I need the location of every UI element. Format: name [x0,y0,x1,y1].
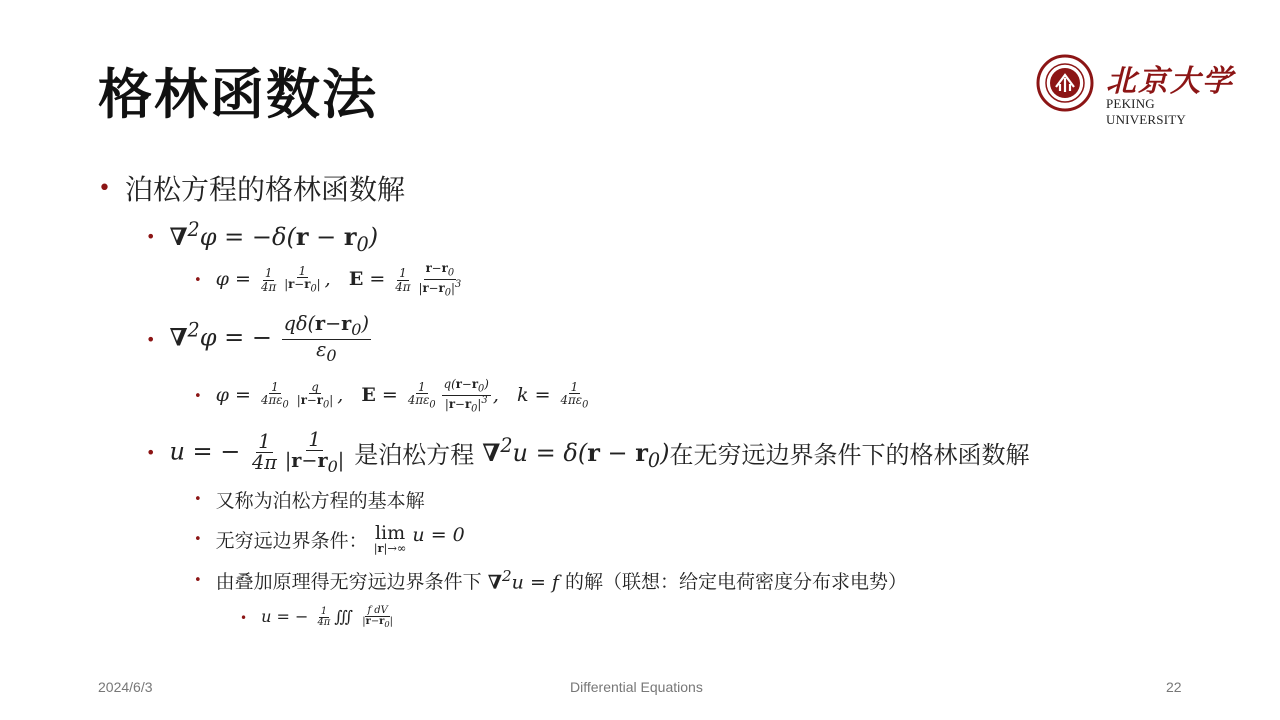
limit-math: lim |r|→∞ u = 0 [373,522,465,555]
sub-superpos-mid: 的解 [564,571,603,593]
eq-delta-solution [194,262,465,298]
sub-basic-text: 又称为泊松方程的基本解 [215,490,425,512]
sub-superpos-prefix: 由叠加原理得无穷远边界条件下 [215,571,482,593]
sub-basic-solution [194,486,425,513]
bullet-icon: • [194,573,202,588]
eq-u-mid-text: 是泊松方程 [354,441,475,470]
pku-logo [1036,54,1236,127]
bullet-icon: • [146,227,156,247]
sub-superposition [194,567,907,594]
bullet-icon: • [194,272,202,288]
footer-page-number: 22 [1166,679,1182,695]
heading-text: 泊松方程的格林函数解 [124,173,405,206]
bullet-icon: • [194,492,202,507]
bullet-icon: • [146,443,156,463]
pku-seal-icon [1036,54,1094,112]
sub-boundary-condition [194,524,465,554]
eq-charge-solution-math: φ = $\frac{1}{4\pi\varepsilon_0}$ $\frac{q}{|r-r_0|}$ , E = $\frac{1}{4\pi\varepsilon_0}$ $\frac{q(r-r_0)}{|r-r_0|^3}$ , k = $\frac{1}{4\pi\varepsilon_0}$ [215,377,589,414]
eq-u-math: u = − $\frac{1}{4\pi}$ $\frac{1}{|r-r_0|}$ [169,428,345,476]
pku-chinese-name: 北京大学 [1106,64,1234,99]
eq-delta-math: $\nabla^2\varphi = -\delta(r - r_0)$ [169,218,379,256]
bullet-icon: • [98,175,111,201]
eq-charge-math: ∇$^2$φ = − $\frac{q\delta(r-r_0)}{\varepsilon_0}$ [169,312,369,365]
eq-delta [146,218,378,256]
integral-solution [240,606,397,629]
footer-title: Differential Equations [570,679,703,695]
eq-poisson-math: $\nabla^2u = \delta(r - r_0)$ [482,433,670,472]
footer-date: 2024/6/3 [98,679,153,695]
sub-superpos-note: （联想：给定电荷密度分布求电势） [602,571,907,593]
slide-title: 格林函数法 [98,62,378,126]
bullet-icon: • [146,329,156,349]
eq-u-green [146,430,1029,476]
bullet-icon: • [194,388,202,404]
eq-u-tail-text: 在无穷远边界条件下的格林函数解 [669,441,1030,470]
pku-english-name: PEKING UNIVERSITY [1106,96,1186,127]
superpos-eq-math: ∇$^2$u = f [487,567,559,594]
eq-delta-solution-math: φ = $\frac{1}{4\pi}$ $\frac{1}{|r-r_0|}$ , E = $\frac{1}{4\pi}$ $\frac{r-r_0}{|r-r_0|^3}$ [215,261,462,298]
eq-charge [146,314,373,364]
bullet-icon: • [240,610,248,625]
sub-boundary-text: 无穷远边界条件： [215,529,368,552]
integral-math: u = − $\frac{1}{4\pi}$ ∭ $\frac{\text{f dV}}{|r-r_0|}$ [261,605,393,630]
bullet-icon: • [194,531,202,547]
bullet-poisson-green [98,168,405,208]
eq-charge-solution [194,378,592,414]
